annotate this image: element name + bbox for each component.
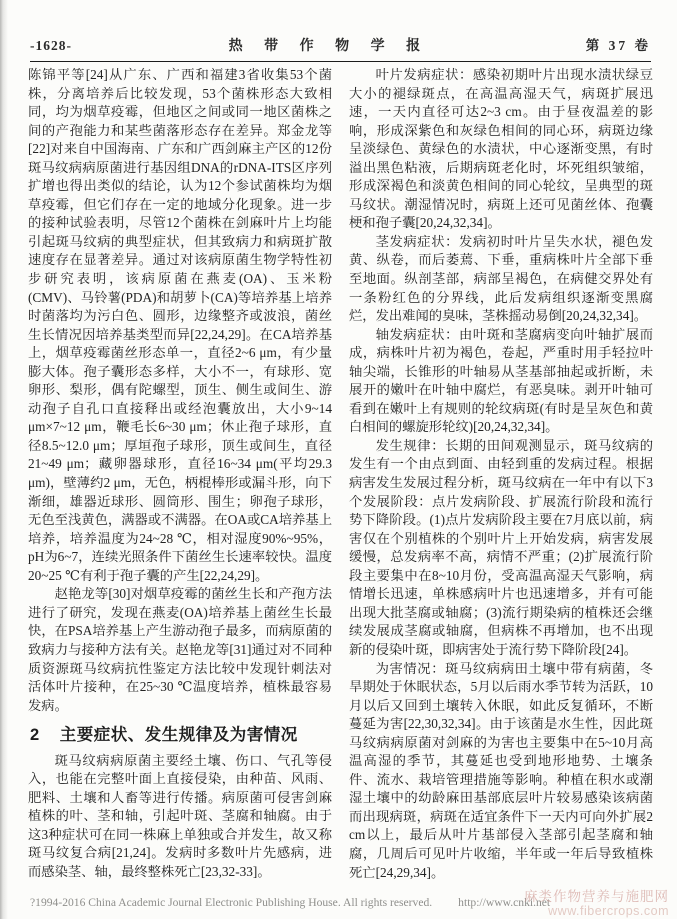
copyright-text: ?1994-2016 China Academic Journal Electronic Publishing House. All rights reserved. [30,896,433,909]
page-header [30,34,651,62]
left-column [28,66,332,883]
paragraph-stem-symptoms: 茎发病症状：发病初时叶片呈失水状，褪色发黄、纵卷，而后萎蔫、下垂，重病株叶片全部下垂至地面。纵剖茎部，病部呈褐色，在病健交界处有一条粉红色的分界线，此后发病组织逐渐变黑腐烂，发出难闻的臭味，茎株摇动易倒[20,24,32,34]。 [349,233,653,324]
cnki-url: http://www.cnki.net [458,896,551,909]
right-column [349,66,653,883]
paragraph-damage-situation: 为害情况：斑马纹病病田土壤中带有病菌，冬旱期处于休眠状态，5月以后雨水季节转为活跃，10月以后又回到土壤转入休眠，如此反复循环，不断蔓延为害[22,30,32,34]。由于该菌是水生性，因此斑马纹病病原菌对剑麻的为害也主要集中在5~10月高温高湿的季节，其蔓延也受到地形地势、土壤条件、流水、栽培管理措施等影响。种植在积水或潮湿土壤中的幼龄麻田基部底层叶片较易感染该病菌而出现病斑，病斑在适宜条件下一天内可向外扩展2 cm以上，最后从叶片基部侵入茎部引起茎腐和轴腐，几周后可见叶片收缩，半年或一年后导致植株死亡[24,29,34]。 [349,660,653,880]
page-number: -1628- [30,38,72,53]
paragraph-disease-overview: 斑马纹病病原菌主要经土壤、伤口、气孔等侵入，也能在完整叶面上直接侵染，由种苗、风雨、肥料、土壤和人畜等进行传播。病原菌可侵害剑麻植株的叶、茎和轴，引起叶斑、茎腐和轴腐。由于这3种症状可在同一株麻上单独或合并发生，故又称斑马纹复合病[21,24]。发病时多数叶片先感病，进而感染茎、轴，最终整株死亡[23,32-33]。 [28,752,332,879]
section-2-heading [30,726,332,745]
paragraph-occurrence-pattern: 发生规律：长期的田间观测显示，斑马纹病的发生有一个由点到面、由轻到重的发病过程。根据病害发生发展过程分析，斑马纹病在一年中有以下3个发展阶段：点片发病阶段、扩展流行阶段和流行势下降阶段。(1)点片发病阶段主要在7月底以前，病害仅在个别植株的个别叶片上开始发病，病害发展缓慢，总发病率不高，病情不严重；(2)扩展流行阶段主要集中在8~10月份，受高温高湿天气影响，病情增长迅速，单株感病叶片也迅速增多，并有可能出现大批茎腐或轴腐；(3)流行期染病的植株还会继续发展成茎腐或轴腐，但病株不再增加，也不出现新的侵染叶斑，即病害处于流行势下降阶段[24]。 [349,437,653,657]
section-number: 2 [30,726,40,745]
fibercrops-watermark [524,890,669,918]
watermark-site-url: www.fibercrops.com [548,904,669,918]
journal-title: 热 带 作 物 学 报 [228,39,430,54]
paragraph-axis-symptoms: 轴发病症状：由叶斑和茎腐病变向叶轴扩展而成，病株叶片初为褐色，卷起，严重时用手轻拉叶轴尖端，长锥形的叶轴易从茎基部抽起或折断，未展开的嫩叶在叶轴中腐烂，有恶臭味。剥开叶轴可看到在嫩叶上有规则的轮纹病斑(有时是呈灰色和黄白相间的螺旋形轮纹)[20,24,32,34]。 [349,326,653,435]
section-title: 主要症状、发生规律及为害情况 [59,726,298,745]
scan-edge-shadow [0,0,8,919]
paragraph-strain-comparison: 陈锦平等[24]从广东、广西和福建3省收集53个菌株，分离培养后比较发现，53个菌株形态大致相同，均为烟草疫霉，但地区之间或同一地区菌株之间的产孢能力和某些菌落形态存在差异。郑金龙等[22]对来自中国海南、广东和广西剑麻主产区的12份斑马纹病病原菌进行基因组DNA的rDNA-ITS区序列扩增也得出类似的结论，认为12个参试菌株均为烟草疫霉，但它们存在一定的地域分化现象。进一步的接种试验表明，尽管12个菌株在剑麻叶片上均能引起斑马纹病的典型症状，但其致病力和病斑扩散速度存在显著差异。通过对该病原菌生物学特性初步研究表明，该病原菌在燕麦(OA)、玉米粉(CMV)、马铃薯(PDA)和胡萝卜(CA)等培养基上培养时菌落均为污白色、圆形，边缘整齐或波浪，菌丝生长情况因培养基类型而异[22,24,29]。在CA培养基上，烟草疫霉菌丝形态单一，直径2~6 μm，有少量膨大体。孢子囊形态多样，大小不一，有球形、宽卵形、梨形，偶有陀螺型，顶生、侧生或间生、游动孢子自孔口直接释出或经泡囊放出，大小9~14 μm×7~12 μm，鞭毛长6~30 μm；休止孢子球形，直径8.5~12.0 μm；厚垣孢子球形，顶生或间生，直径21~49 μm；藏卵器球形，直径16~34 μm(平均29.3 μm)，壁薄约2 μm，无色，柄棍棒形或漏斗形，向下渐细，雄器近球形、圆筒形、围生；卵孢子球形，无色至浅黄色，满器或不满器。在OA或CA培养基上培养，培养温度为24~28 ℃，相对湿度90%~95%，pH为6~7，连续光照条件下菌丝生长速率较快。温度20~25 ℃有利于孢子囊的产生[22,24,29]。 [28,67,332,583]
paragraph-zhao-study: 赵艳龙等[30]对烟草疫霉的菌丝生长和产孢方法进行了研究，发现在燕麦(OA)培养基上菌丝生长最快，在PSA培养基上产生游动孢子最多，而病原菌的致病力与接种方法有关。赵艳龙等[31]通过对不同种质资源斑马纹病抗性鉴定方法比较中发现针刺法对活体叶片接种，在25~30 ℃温度培养，植株最容易发病。 [28,586,332,713]
paragraph-leaf-symptoms: 叶片发病症状：感染初期叶片出现水渍状绿豆大小的褪绿斑点，在高温高湿天气，病斑扩展迅速，一天内直径可达2~3 cm。由于昼夜温差的影响，形成深紫色和灰绿色相间的同心环，病斑边缘呈淡绿色、黄绿色的水渍状，中心逐渐变黑，有时溢出黑色粘液，后期病斑老化时，坏死组织皱缩，形成深褐色和淡黄色相间的同心轮纹，呈典型的斑马纹状。潮湿情况时，病斑上还可见菌丝体、孢囊梗和孢子囊[20,24,32,34]。 [349,67,653,231]
watermark-site-name: 麻类作物营养与施肥网 [524,889,669,904]
two-column-body [28,66,653,883]
volume-number: 第 37 卷 [585,38,651,53]
